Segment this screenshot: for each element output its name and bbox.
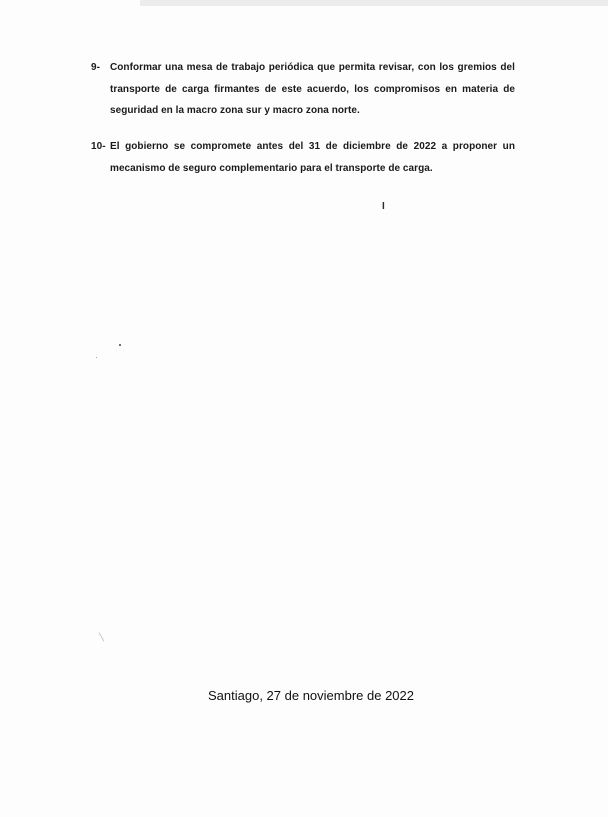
item-text: Conformar una mesa de trabajo periódica que permita revisar, con los gremios del transporte de carga firmantes de este acuerdo, los compromisos en materia de seguridad en la macro zona sur y macro zona norte. xyxy=(110,62,515,116)
agreement-item-9 xyxy=(91,57,515,122)
scan-edge-shadow xyxy=(140,0,608,6)
scan-speck xyxy=(119,344,121,346)
item-text: El gobierno se compromete antes del 31 de diciembre de 2022 a proponer un mecanismo de seguro complementario para el transporte de carga. xyxy=(110,141,515,174)
item-number: 9- xyxy=(91,62,100,73)
place-and-date: Santiago, 27 de noviembre de 2022 xyxy=(208,688,414,703)
item-number: 10- xyxy=(91,141,106,152)
scan-speck xyxy=(96,357,97,358)
stray-mark: I xyxy=(382,201,385,212)
scan-scratch xyxy=(99,632,105,641)
agreement-item-10 xyxy=(91,136,515,179)
